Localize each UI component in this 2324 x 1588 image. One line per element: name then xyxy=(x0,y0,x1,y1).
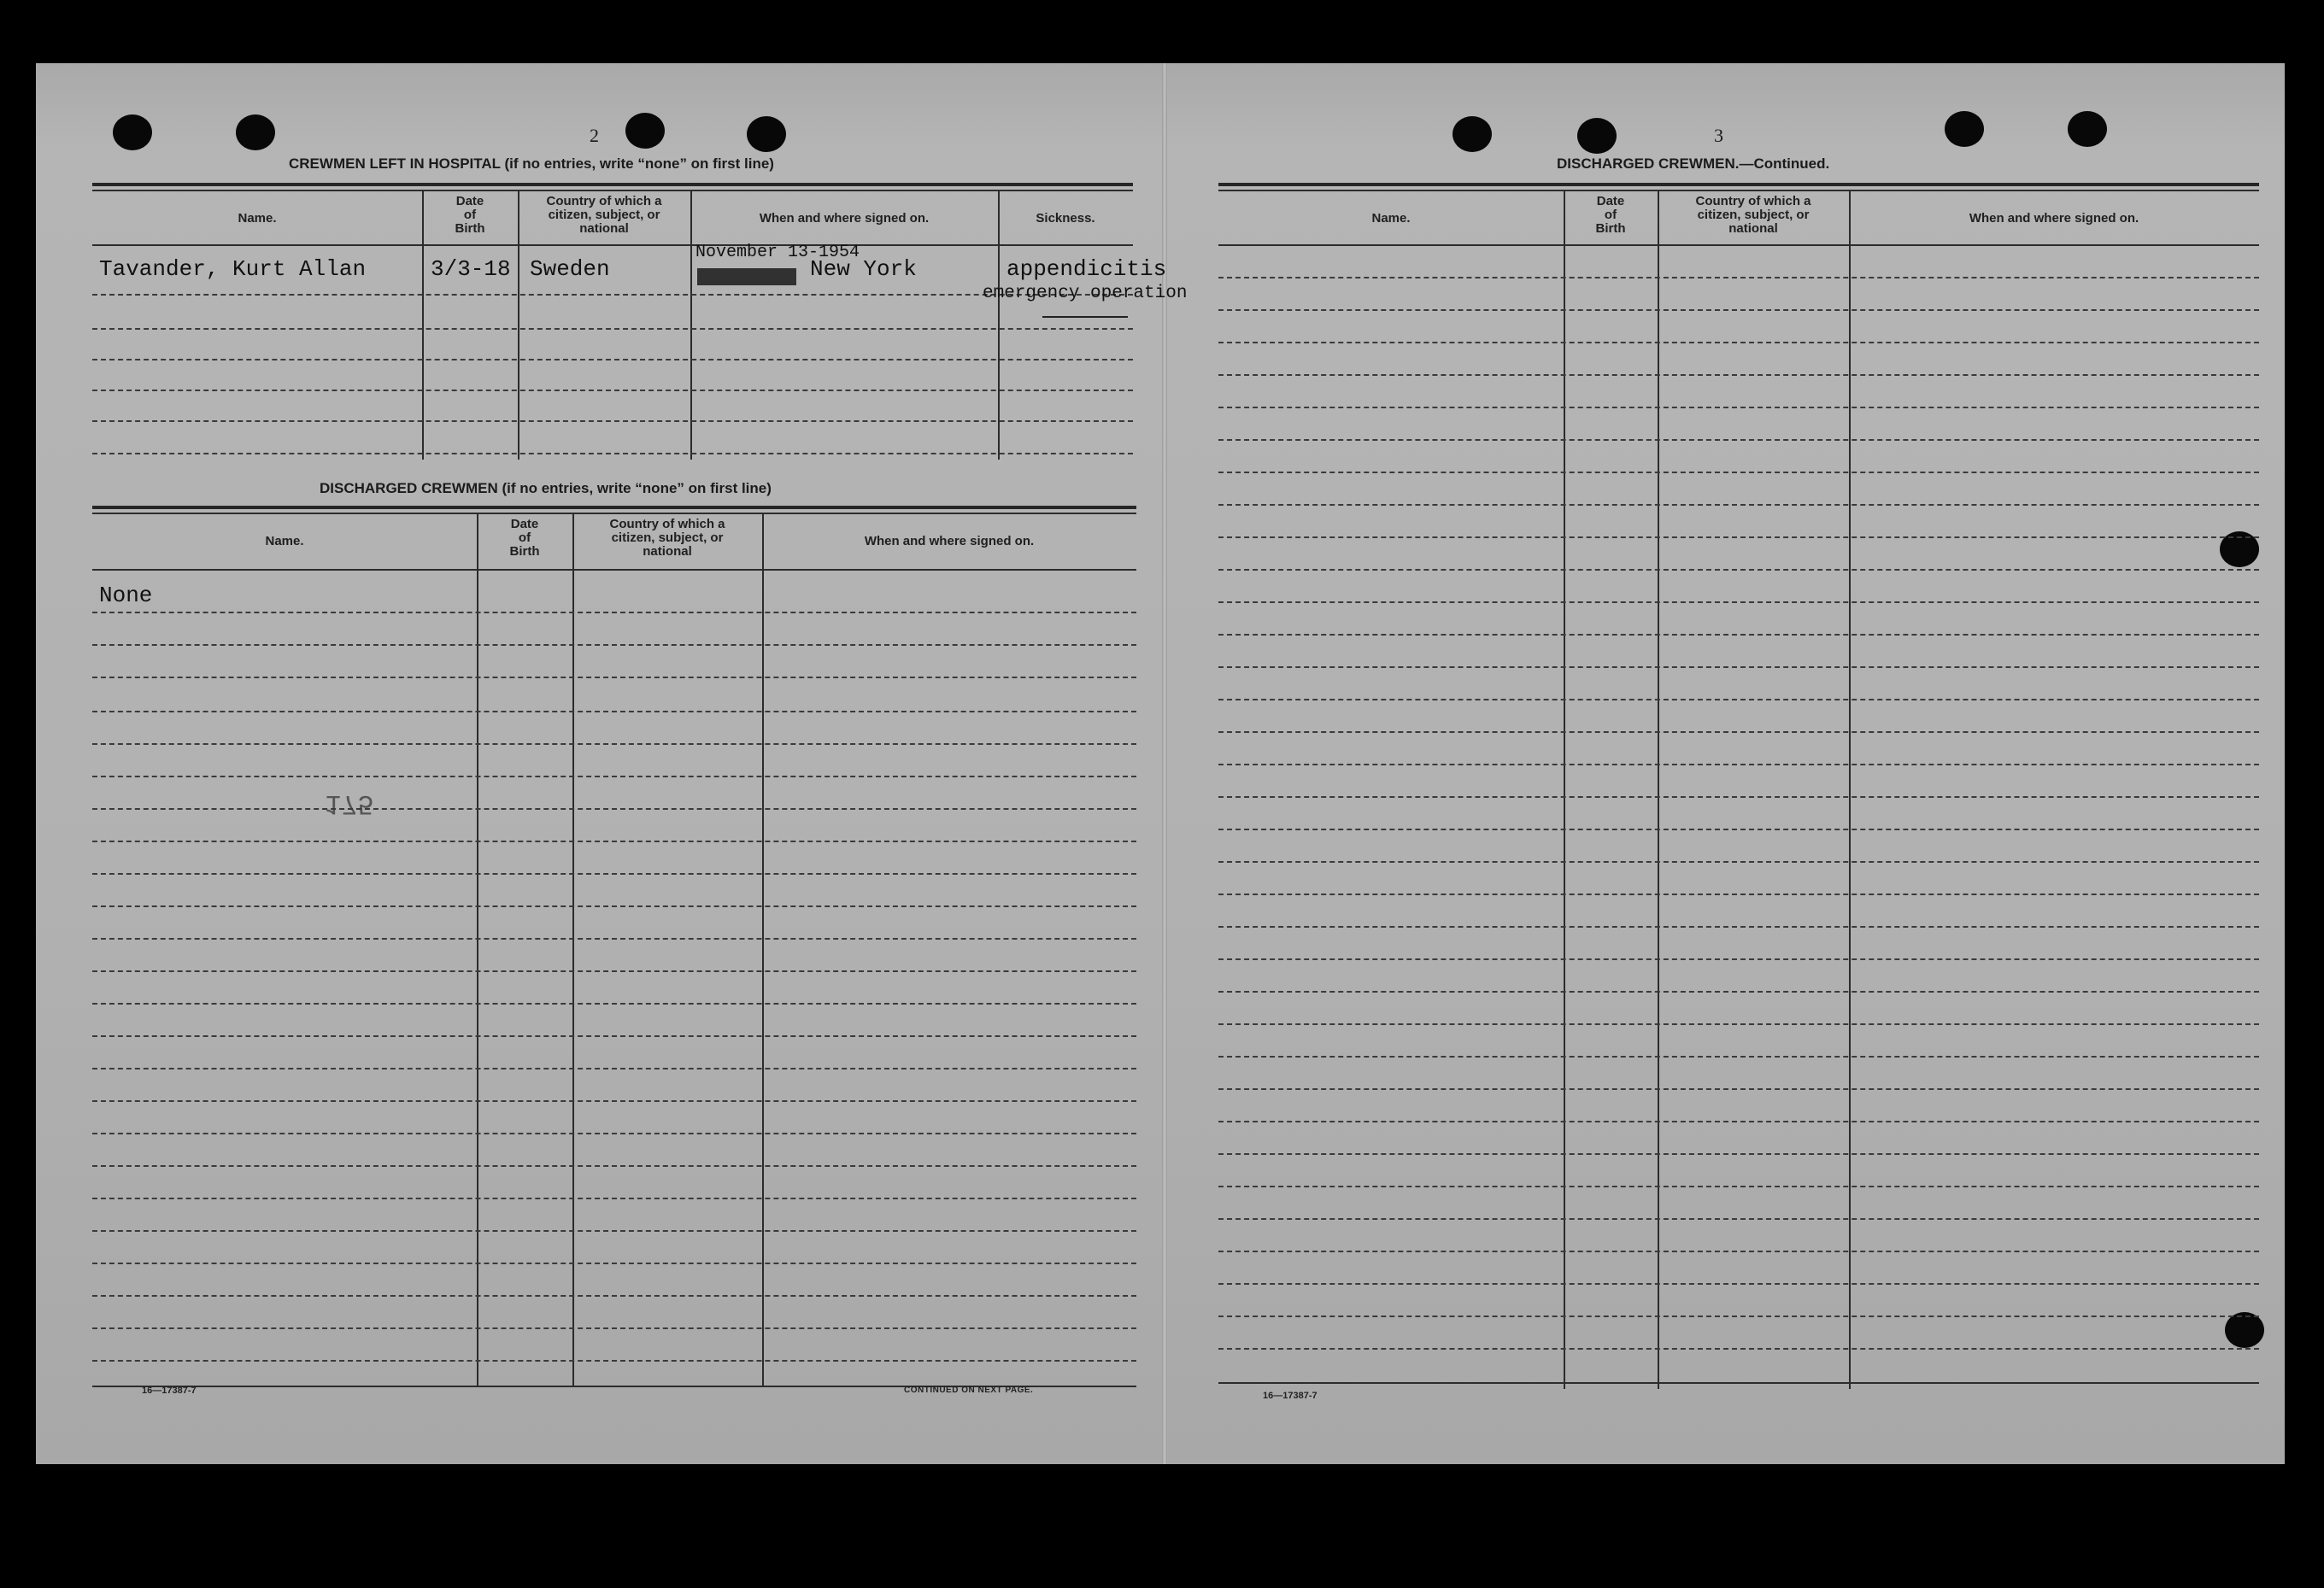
sickness: appendicitis xyxy=(1006,256,1167,282)
discharged-continued-title: DISCHARGED CREWMEN.—Continued. xyxy=(1557,155,1830,172)
page-number-left: 2 xyxy=(590,125,599,146)
header-name: Name. xyxy=(265,534,304,548)
punch-hole xyxy=(747,116,786,152)
document-sheet xyxy=(36,63,2285,1464)
header-country: Country of which a citizen, subject, or national xyxy=(609,517,725,559)
header-dob: Date of Birth xyxy=(1595,194,1626,236)
crewman-country: Sweden xyxy=(530,256,610,282)
hospital-section-title: CREWMEN LEFT IN HOSPITAL (if no entries, write “none” on first line) xyxy=(289,155,774,172)
punch-hole xyxy=(625,113,665,149)
discharged-table-right xyxy=(1218,183,2259,1456)
header-signed-on: When and where signed on. xyxy=(759,211,930,226)
struck-out-text xyxy=(697,268,796,285)
hospital-table xyxy=(92,183,1188,519)
punch-hole xyxy=(1577,118,1617,154)
discharged-entry-none: None xyxy=(99,583,153,608)
punch-hole xyxy=(113,114,152,150)
header-signed-on: When and where signed on. xyxy=(1969,211,2139,226)
punch-hole xyxy=(2068,111,2107,147)
continued-note: CONTINUED ON NEXT PAGE. xyxy=(904,1386,1034,1395)
header-dob: Date of Birth xyxy=(455,194,485,236)
stamp-number: 175 xyxy=(325,788,374,819)
discharged-section-title: DISCHARGED CREWMEN (if no entries, write “none” on first line) xyxy=(320,480,772,496)
header-country: Country of which a citizen, subject, or national xyxy=(1695,194,1811,236)
crewman-dob: 3/3-18 xyxy=(431,256,511,282)
form-number-right: 16—17387-7 xyxy=(1263,1391,1318,1401)
punch-hole xyxy=(1945,111,1984,147)
punch-hole xyxy=(236,114,275,150)
page-number-right: 3 xyxy=(1714,125,1723,146)
signed-on-place: New York xyxy=(810,256,917,282)
punch-hole xyxy=(1452,116,1492,152)
crewman-name: Tavander, Kurt Allan xyxy=(99,256,367,282)
header-country: Country of which a citizen, subject, or national xyxy=(546,194,662,236)
header-name: Name. xyxy=(238,211,277,226)
signed-on-date: November 13-1954 xyxy=(695,243,860,262)
header-dob: Date of Birth xyxy=(509,517,540,559)
discharged-table-left xyxy=(92,506,1136,1454)
header-sickness: Sickness. xyxy=(1036,211,1095,226)
header-name: Name. xyxy=(1371,211,1411,226)
underline-mark xyxy=(1042,316,1128,318)
form-number-left: 16—17387-7 xyxy=(142,1386,197,1396)
header-signed-on: When and where signed on. xyxy=(864,534,1035,548)
sickness-note: emergency operation xyxy=(983,284,1188,303)
